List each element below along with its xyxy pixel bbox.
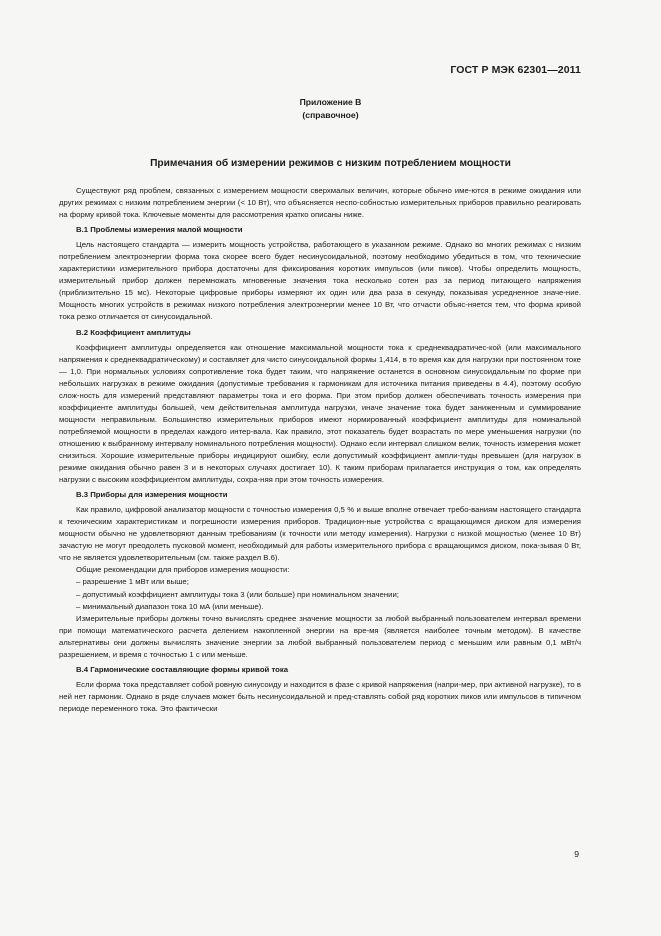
paragraph: Общие рекомендации для приборов измерения мощности: bbox=[76, 565, 290, 575]
recommendations-list bbox=[59, 576, 581, 612]
section-heading-b2: В.2 Коэффициент амплитуды bbox=[76, 327, 191, 337]
section-heading-b3: В.3 Приборы для измерения мощности bbox=[76, 490, 228, 500]
intro-paragraph: Существуют ряд проблем, связанных с измерением мощности сверхмалых величин, которые обычно име-ются в режиме ожидания или других режимах с низким потреблением энергии (< 10 Вт), что объясняется неспо-собностью измерительных приборов правильно реагировать на форму кривой тока. Ключевые моменты для рассмотрения кратко описаны ниже. bbox=[59, 186, 581, 220]
paragraph: Если форма тока представляет собой ровную синусоиду и находится в фазе с кривой напряжения (напри-мер, при активной нагрузке), то в ней нет гармоник. Однако в ряде случаев может быть несинусоидальной и пред-ставлять собой ряд коротких пиков или импульсов в типичном периоде переменного тока. Это фактически bbox=[59, 679, 581, 713]
annex-block bbox=[0, 96, 661, 122]
list-item: – разрешение 1 мВт или выше; bbox=[76, 577, 189, 587]
annex-title: Приложение В bbox=[299, 97, 362, 107]
paragraph: Цель настоящего стандарта — измерить мощность устройства, работающего в указанном режиме. Однако во многих режимах с низким потреблением электроэнергии форма тока скорее всего будет несинусоидальной, поэтому необходимо убедиться в том, что технические характеристики измерительного прибора достаточны для фиксирования коротких импульсов (или пиков). Чтобы определить мощность, измерительный прибор должен перемножать мгновенные значения тока несколько сотен раз за период питающего напряжения (приблизительно 15 мс). Некоторые цифровые приборы измеряют их один или два раза в секунду, показывая усредненное значе-ние. Мощность многих устройств в режимах низкого потребления электроэнергии менее 10 Вт, что отчасти объяс-няется тем, что форма кривой тока резко отличается от синусоидальной. bbox=[59, 240, 581, 322]
paragraph: Коэффициент амплитуды определяется как отношение максимальной мощности тока к среднеквадратичес-кой (или максимального напряжения к среднеквадратическому) и составляет для чисто синусоидальной формы 1,414, в то время как для нагрузки при постоянном токе — 1,0. При нормальных условиях сопротивление тока будет таким, что напряжение останется в основном синусоидальным по форме при небольших нагрузках в режиме ожидания (допустимые требования к гармоникам для источника питания приведены в 4.4), поэтому особую слож-ность для измерений представляют параметры тока и его форма. При этом прибор должен обеспечивать точность измерения при коэффициенте амплитуды большей, чем действительная амплитуда нагрузки, иначе значение тока будет заниженным и суммирование мощности неправильным. Большинство измерительных приборов имеют нормированный коэффициент амплитуды для номинальной потребляемой мощности в пределах каждого интер-вала. Как правило, этот показатель будет возрастать по мере уменьшения нагрузки (по отношению к выбранному интервалу номинального потребления мощности). Однако если интервал слишком велик, точность измерения может снизиться. Хорошие измерительные приборы индицируют ошибку, если допустимый коэффициент ампли-туды превышен (для нагрузок в режиме ожидания обычно равен 3 и в некоторых случаях достигает 10). К таким приборам прилагается инструкция о том, как определять нагрузки с высоким коэффициентом амплитуды, сохра-няя при этом точность измерения. bbox=[59, 342, 581, 485]
section-heading-b1: В.1 Проблемы измерения малой мощности bbox=[76, 225, 243, 235]
document-header-standard: ГОСТ Р МЭК 62301—2011 bbox=[450, 64, 581, 76]
annex-note: (справочное) bbox=[302, 110, 359, 120]
section-heading-b4: В.4 Гармонические составляющие формы кривой тока bbox=[76, 664, 289, 674]
main-title: Примечания об измерении режимов с низким потреблением мощности bbox=[150, 158, 511, 169]
list-item: – минимальный диапазон тока 10 мА (или меньше). bbox=[76, 601, 264, 611]
document-body bbox=[59, 185, 581, 715]
paragraph: Как правило, цифровой анализатор мощности с точностью измерения 0,5 % и выше вполне отвечает требо-ваниям настоящего стандарта к техническим характеристикам и погрешности измерения приборов. Традицион-ные устройства с вращающимся диском для измерения мощности обычно не удовлетворяют данным требованиям (к точности или методу измерения). Нагрузки с низкой мощностью (менее 10 Вт) зачастую не могут преодолеть пусковой момент, необходимый для работы измерительного прибора с вращающимся диском, пока-зывая 0 Вт, что не является удовлетворительным (см. также раздел В.6). bbox=[59, 505, 581, 563]
page-number: 9 bbox=[574, 849, 579, 859]
paragraph: Измерительные приборы должны точно вычислять среднее значение мощности за любой выбранный пользователем интервал времени при помощи математического расчета делением накопленной энергии на вре-мя (является наиболее точным методом). В качестве альтернативы они должны вычислять значение энергии за любой выбранный пользователем период с меньшим или равным 0,1 мВт/ч разрешением, и время с точностью 1 с или меньше. bbox=[59, 613, 581, 659]
list-item: – допустимый коэффициент амплитуды тока 3 (или больше) при номинальном значении; bbox=[76, 589, 399, 599]
